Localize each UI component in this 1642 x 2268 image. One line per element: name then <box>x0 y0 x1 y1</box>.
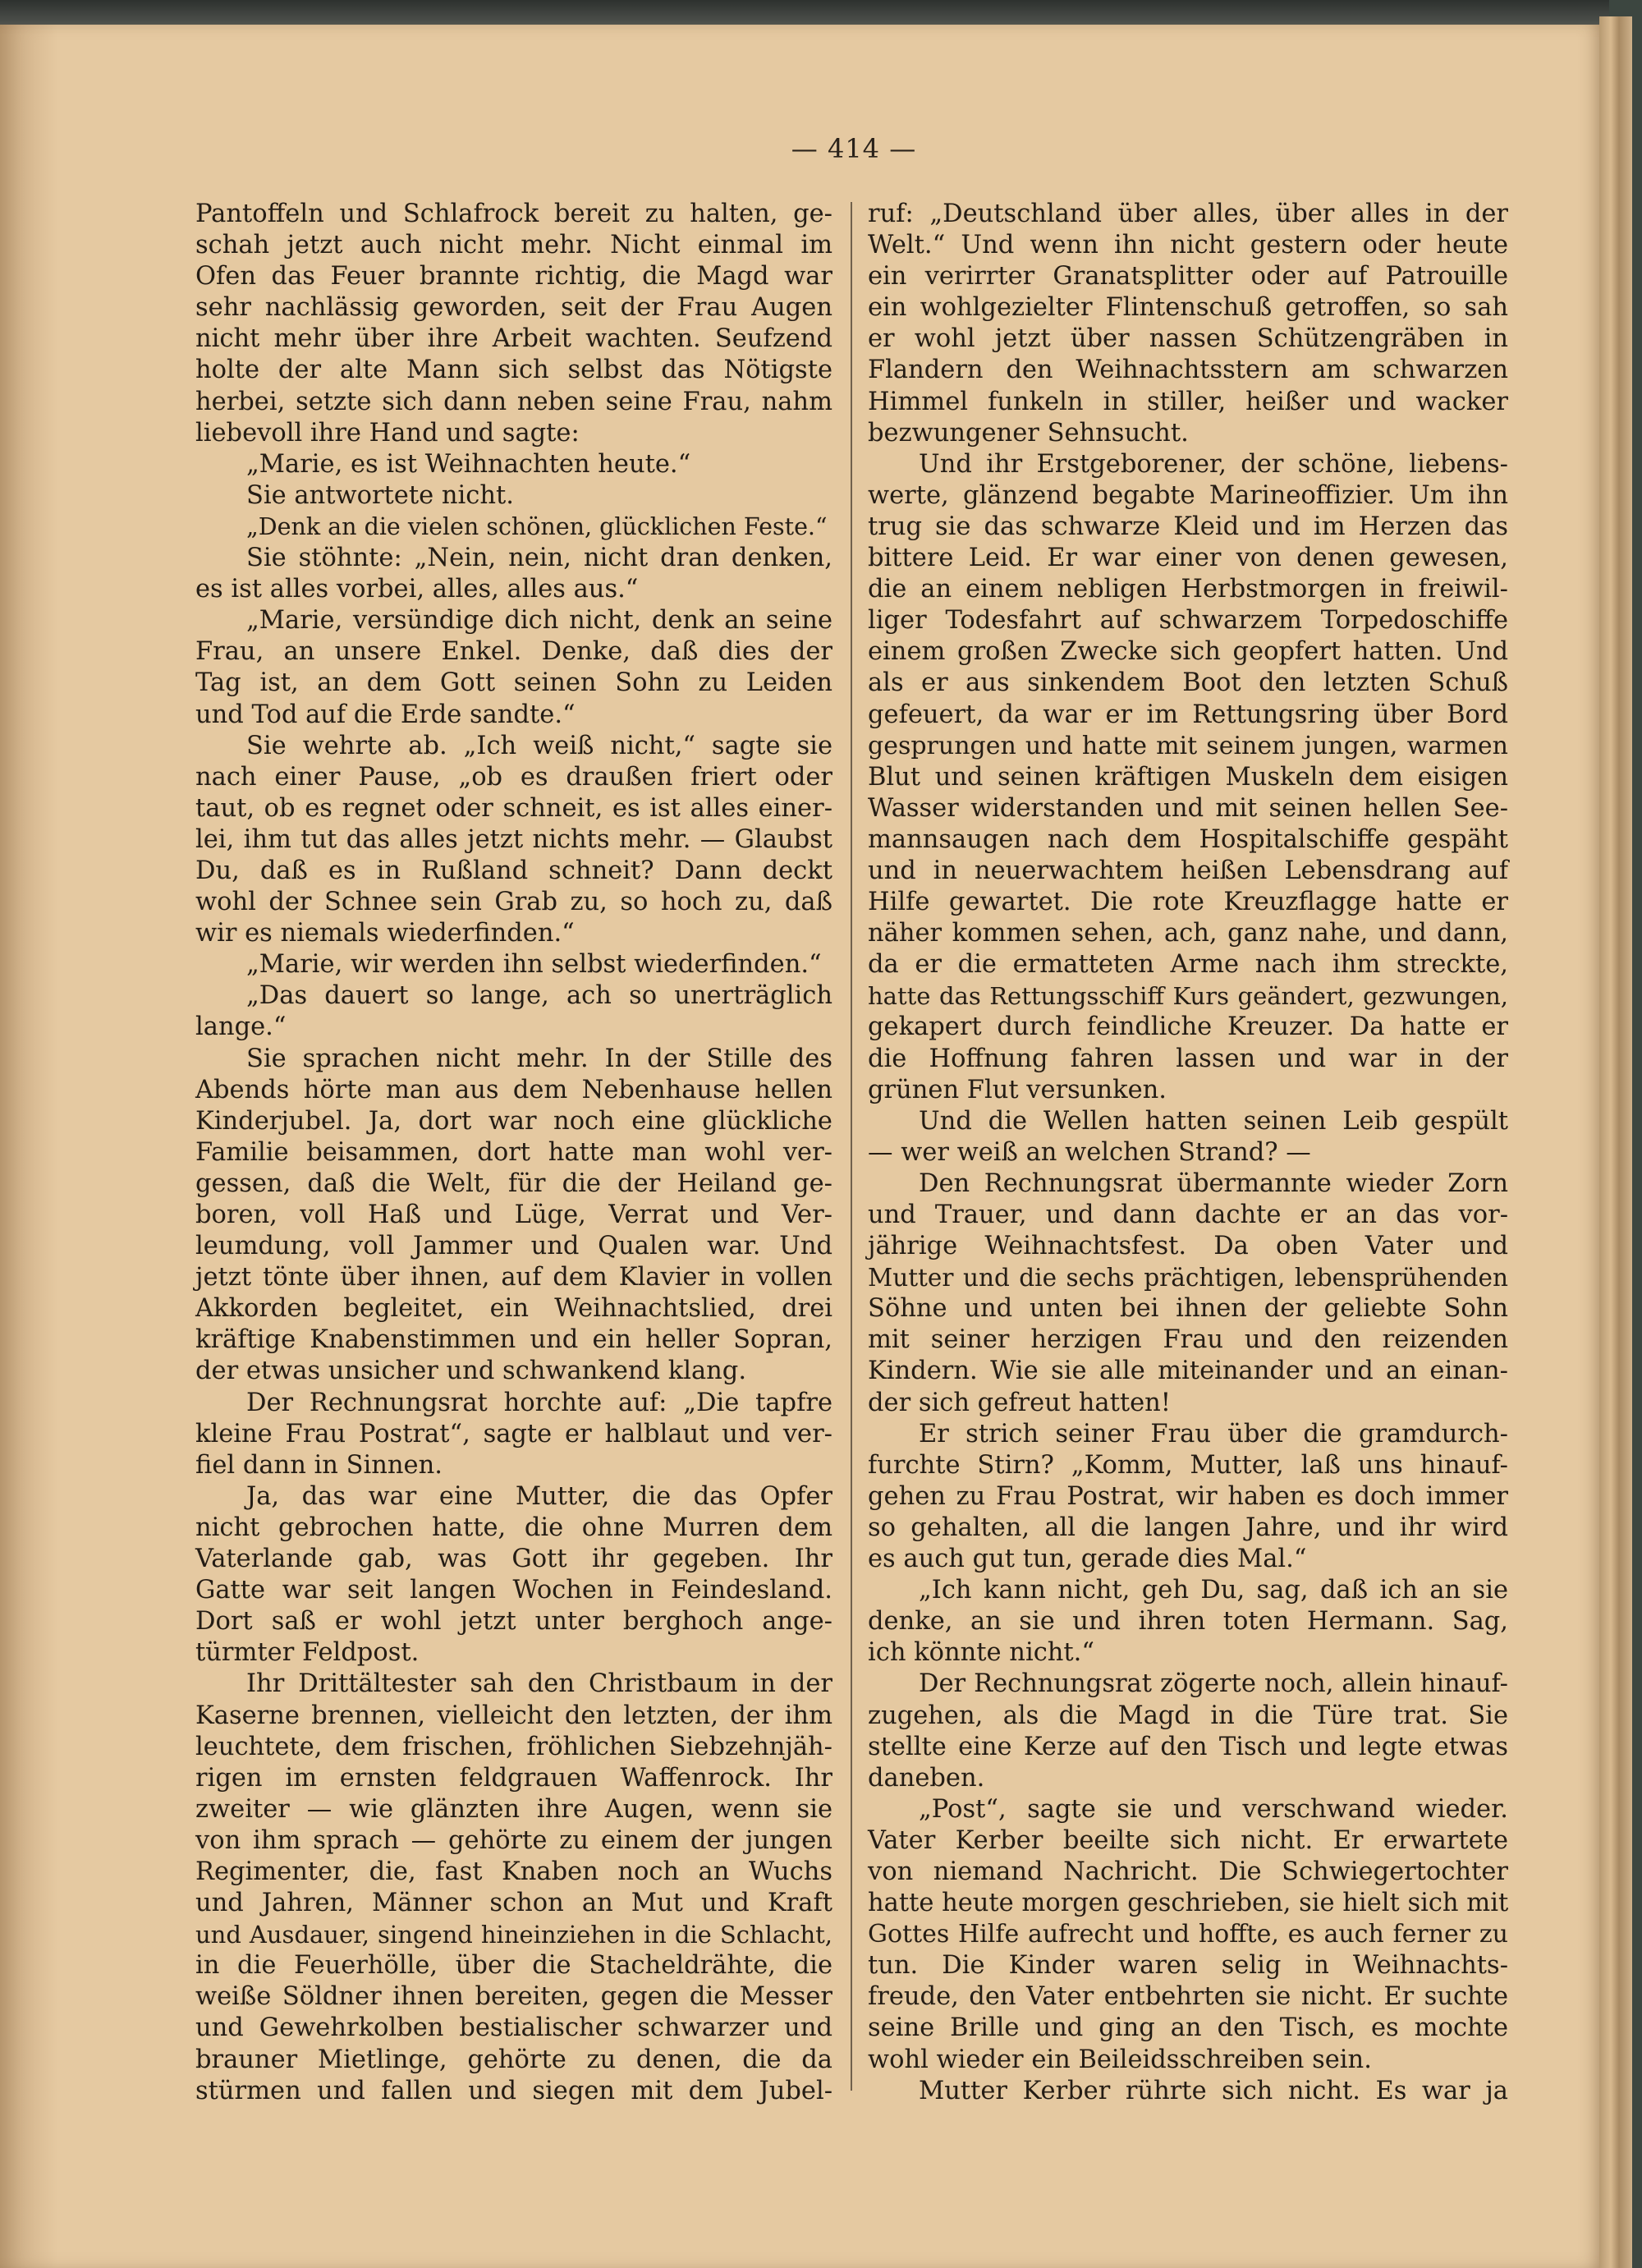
text-line: — wer weiß an welchen Strand? — <box>868 1137 1311 1167</box>
text-line: Hilfe gewartet. Die rote Kreuzflagge hatte er <box>868 888 1508 917</box>
text-line: bittere Leid. Er war einer von denen gewesen, <box>868 544 1508 573</box>
text-line: Der Rechnungsrat horchte auf: „Die tapfre <box>246 1388 832 1417</box>
text-line: und Jahren, Männer schon an Mut und Kraft <box>195 1889 832 1918</box>
text-line: und Gewehrkolben bestialischer schwarzer und <box>195 2013 832 2043</box>
text-line: lei, ihm tut das alles jetzt nichts mehr. — Glaubst <box>195 824 832 854</box>
text-line: trug sie das schwarze Kleid und im Herzen das <box>868 512 1508 541</box>
text-line: „Denk an die vielen schönen, glücklichen Feste.“ <box>246 512 828 540</box>
text-line: ruf: „Deutschland über alles, über alles in der <box>868 200 1508 228</box>
text-line: Flandern den Weihnachtsstern am schwarzen <box>868 356 1508 385</box>
text-line: Er strich seiner Frau über die gramdurch- <box>919 1419 1508 1448</box>
binding-shadow <box>0 25 57 2268</box>
text-line: nicht gebrochen hatte, die ohne Murren dem <box>195 1513 832 1542</box>
text-line: Himmel funkeln in stiller, heißer und wacker <box>868 387 1508 416</box>
text-line: grünen Flut versunken. <box>868 1075 1167 1104</box>
text-line: kleine Frau Postrat“, sagte er halblaut und ver- <box>195 1419 832 1448</box>
text-line: taut, ob es regnet oder schneit, es ist alles einer- <box>195 793 832 823</box>
text-line: daneben. <box>868 1763 985 1793</box>
page-number: — 414 — <box>791 133 917 164</box>
text-line: Du, daß es in Rußland schneit? Dann deckt <box>195 856 832 885</box>
text-line: Pantoffeln und Schlafrock bereit zu halten, ge- <box>195 200 832 228</box>
text-line: türmter Feldpost. <box>195 1638 420 1668</box>
text-line: freude, den Vater entbehrten sie nicht. Er suchte <box>868 1982 1508 2012</box>
text-line: Gottes Hilfe aufrecht und hoffte, es auch ferner zu <box>868 1920 1508 1949</box>
text-line: der etwas unsicher und schwankend klang. <box>195 1357 747 1386</box>
text-line: es auch gut tun, gerade dies Mal.“ <box>868 1545 1307 1574</box>
text-line: Söhne und unten bei ihnen der geliebte Sohn <box>868 1294 1508 1324</box>
text-line: und in neuerwachtem heißen Lebensdrang auf <box>868 856 1508 885</box>
text-line: Ofen das Feuer brannte richtig, die Magd war <box>195 262 832 292</box>
text-line: fiel dann in Sinnen. <box>195 1450 443 1480</box>
text-line: der sich gefreut hatten! <box>868 1388 1172 1417</box>
text-line: nicht mehr über ihre Arbeit wachten. Seufzend <box>195 324 832 354</box>
text-line: kräftige Knabenstimmen und ein heller Sopran, <box>195 1325 832 1355</box>
text-line: gessen, daß die Welt, für die der Heiland ge- <box>195 1168 832 1198</box>
text-line: „Ich kann nicht, geh Du, sag, daß ich an sie <box>919 1576 1508 1605</box>
text-line: hatte das Rettungsschiff Kurs geändert, gezwungen, <box>868 982 1508 1011</box>
text-line: Ihr Drittältester sah den Christbaum in der <box>246 1669 832 1699</box>
text-line: Welt.“ Und wenn ihn nicht gestern oder heute <box>868 231 1508 260</box>
text-line: leumdung, voll Jammer und Qualen war. Und <box>195 1232 832 1261</box>
text-line: Mutter Kerber rührte sich nicht. Es war ja <box>919 2076 1508 2105</box>
text-line: Frau, an unsere Enkel. Denke, daß dies der <box>195 637 832 667</box>
text-line: jetzt tönte über ihnen, auf dem Klavier in vollen <box>195 1263 832 1292</box>
text-line: ein wohlgezielter Flintenschuß getroffen, so sah <box>868 293 1508 323</box>
text-line: gefeuert, da war er im Rettungsring über Bord <box>868 700 1508 729</box>
text-line: Und die Wellen hatten seinen Leib gespült <box>919 1106 1508 1136</box>
text-line: als er aus sinkendem Boot den letzten Schuß <box>868 668 1508 698</box>
text-line: Wasser widerstanden und mit seinen hellen See- <box>868 793 1508 823</box>
text-line: werte, glänzend begabte Marineoffizier. Um ihn <box>868 480 1508 510</box>
text-line: lange.“ <box>195 1012 287 1042</box>
text-line: die Hoffnung fahren lassen und war in der <box>868 1044 1508 1073</box>
text-line: Gatte war seit langen Wochen in Feindesland. <box>195 1576 832 1605</box>
text-line: Sie stöhnte: „Nein, nein, nicht dran denken, <box>246 544 832 573</box>
text-line: in die Feuerhölle, über die Stacheldrähte, die <box>195 1951 832 1981</box>
text-line: die an einem nebligen Herbstmorgen in freiwil- <box>868 575 1508 604</box>
text-line: Tag ist, an dem Gott seinen Sohn zu Leiden <box>195 668 832 698</box>
text-line: wohl der Schnee sein Grab zu, so hoch zu, daß <box>195 888 832 917</box>
text-line: gesprungen und hatte mit seinem jungen, warmen <box>868 731 1508 760</box>
text-line: Und ihr Erstgeborener, der schöne, liebens- <box>919 449 1508 479</box>
text-line: Der Rechnungsrat zögerte noch, allein hinauf- <box>919 1669 1508 1699</box>
text-line: schah jetzt auch nicht mehr. Nicht einmal im <box>195 231 832 260</box>
text-line: Blut und seinen kräftigen Muskeln dem eisigen <box>868 762 1508 792</box>
text-line: Sie wehrte ab. „Ich weiß nicht,“ sagte sie <box>246 731 832 760</box>
text-line: Dort saß er wohl jetzt unter berghoch ange- <box>195 1607 832 1637</box>
text-line: zweiter — wie glänzten ihre Augen, wenn sie <box>195 1794 832 1824</box>
text-line: Den Rechnungsrat übermannte wieder Zorn <box>919 1168 1508 1198</box>
text-line: Sie sprachen nicht mehr. In der Stille des <box>246 1044 832 1073</box>
text-line: denke, an sie und ihren toten Hermann. Sag, <box>868 1607 1508 1637</box>
text-line: herbei, setzte sich dann neben seine Frau, nahm <box>195 387 832 416</box>
text-line: ein verirrter Granatsplitter oder auf Patrouille <box>868 262 1508 292</box>
text-line: Vaterlande gab, was Gott ihr gegeben. Ihr <box>195 1545 832 1574</box>
text-line: Mutter und die sechs prächtigen, lebensprühenden <box>868 1264 1508 1292</box>
text-line: da er die ermatteten Arme nach ihm streckte, <box>868 950 1508 980</box>
text-line: Akkorden begleitet, ein Weihnachtslied, drei <box>195 1294 832 1324</box>
text-line: näher kommen sehen, ach, ganz nahe, und dann, <box>868 919 1508 948</box>
text-line: nach einer Pause, „ob es draußen friert oder <box>195 762 832 792</box>
text-line: gekapert durch feindliche Kreuzer. Da hatte er <box>868 1012 1508 1042</box>
text-line: von ihm sprach — gehörte zu einem der jungen <box>195 1825 832 1855</box>
text-line: Familie beisammen, dort hatte man wohl ver- <box>195 1137 832 1167</box>
text-line: mit seiner herzigen Frau und den reizenden <box>868 1325 1508 1355</box>
text-line: Vater Kerber beeilte sich nicht. Er erwartete <box>868 1825 1508 1855</box>
text-line: liger Todesfahrt auf schwarzem Torpedoschiffe <box>868 606 1508 636</box>
text-line: wohl wieder ein Beileidsschreiben sein. <box>868 2045 1372 2074</box>
text-line: jährige Weihnachtsfest. Da oben Vater und <box>868 1232 1508 1261</box>
text-line: und Trauer, und dann dachte er an das vor- <box>868 1201 1508 1229</box>
text-line: er wohl jetzt über nassen Schützengräben in <box>868 324 1508 354</box>
text-line: tun. Die Kinder waren selig in Weihnachts- <box>868 1951 1508 1981</box>
text-line: von niemand Nachricht. Die Schwiegertochter <box>868 1857 1508 1886</box>
text-line: es ist alles vorbei, alles, alles aus.“ <box>195 575 639 604</box>
text-line: „Marie, wir werden ihn selbst wiederfinden.“ <box>246 950 822 980</box>
text-line: Kaserne brennen, vielleicht den letzten, der ihm <box>195 1701 832 1730</box>
text-line: boren, voll Haß und Lüge, Verrat und Ver- <box>195 1201 832 1229</box>
text-line: Sie antwortete nicht. <box>246 480 514 510</box>
text-line: „Das dauert so lange, ach so unerträglich <box>246 981 832 1011</box>
column-divider <box>851 202 852 2091</box>
text-line: zugehen, als die Magd in die Türe trat. Sie <box>868 1701 1508 1730</box>
text-line: einem großen Zwecke sich geopfert hatten. Und <box>868 637 1508 667</box>
text-line: Ja, das war eine Mutter, die das Opfer <box>246 1481 832 1511</box>
text-line: mannsaugen nach dem Hospitalschiffe gespäht <box>868 824 1508 854</box>
text-line: leuchtete, dem frischen, fröhlichen Siebzehnjäh- <box>195 1732 832 1761</box>
text-line: und Ausdauer, singend hineinziehen in die Schlacht, <box>195 1921 832 1949</box>
text-line: ich könnte nicht.“ <box>868 1638 1094 1668</box>
text-line: wir es niemals wiederfinden.“ <box>195 919 575 948</box>
text-line: seine Brille und ging an den Tisch, es mochte <box>868 2013 1508 2043</box>
text-line: „Marie, es ist Weihnachten heute.“ <box>246 449 691 479</box>
text-line: furchte Stirn? „Komm, Mutter, laß uns hinauf- <box>868 1450 1508 1480</box>
text-line: brauner Mietlinge, gehörte zu denen, die da <box>195 2045 832 2074</box>
text-line: „Post“, sagte sie und verschwand wieder. <box>919 1794 1508 1824</box>
text-line: sehr nachlässig geworden, seit der Frau Augen <box>195 293 832 323</box>
text-line: stellte eine Kerze auf den Tisch und legte etwas <box>868 1732 1508 1761</box>
text-line: stürmen und fallen und siegen mit dem Jubel- <box>195 2076 832 2105</box>
text-line: weiße Söldner ihnen bereiten, gegen die Messer <box>195 1982 832 2012</box>
page-edge-stack <box>1599 16 1632 2268</box>
text-line: Kindern. Wie sie alle miteinander und an einan- <box>868 1357 1508 1386</box>
text-line: hatte heute morgen geschrieben, sie hielt sich mit <box>868 1889 1509 1918</box>
text-line: Regimenter, die, fast Knaben noch an Wuchs <box>195 1857 832 1886</box>
right-text-column <box>868 199 1508 2107</box>
text-line: rigen im ernsten feldgrauen Waffenrock. Ihr <box>195 1763 832 1793</box>
text-line: holte der alte Mann sich selbst das Nötigste <box>195 356 832 385</box>
text-line: bezwungener Sehnsucht. <box>868 418 1189 448</box>
left-text-column <box>195 199 832 2107</box>
text-line: und Tod auf die Erde sandte.“ <box>195 700 576 729</box>
text-line: liebevoll ihre Hand und sagte: <box>195 418 580 448</box>
text-line: gehen zu Frau Postrat, wir haben es doch immer <box>868 1481 1508 1511</box>
text-line: Kinderjubel. Ja, dort war noch eine glückliche <box>195 1106 832 1136</box>
text-line: Abends hörte man aus dem Nebenhause hellen <box>195 1075 832 1104</box>
text-line: „Marie, versündige dich nicht, denk an seine <box>246 606 832 636</box>
text-line: so gehalten, all die langen Jahre, und ihr wird <box>868 1513 1508 1542</box>
